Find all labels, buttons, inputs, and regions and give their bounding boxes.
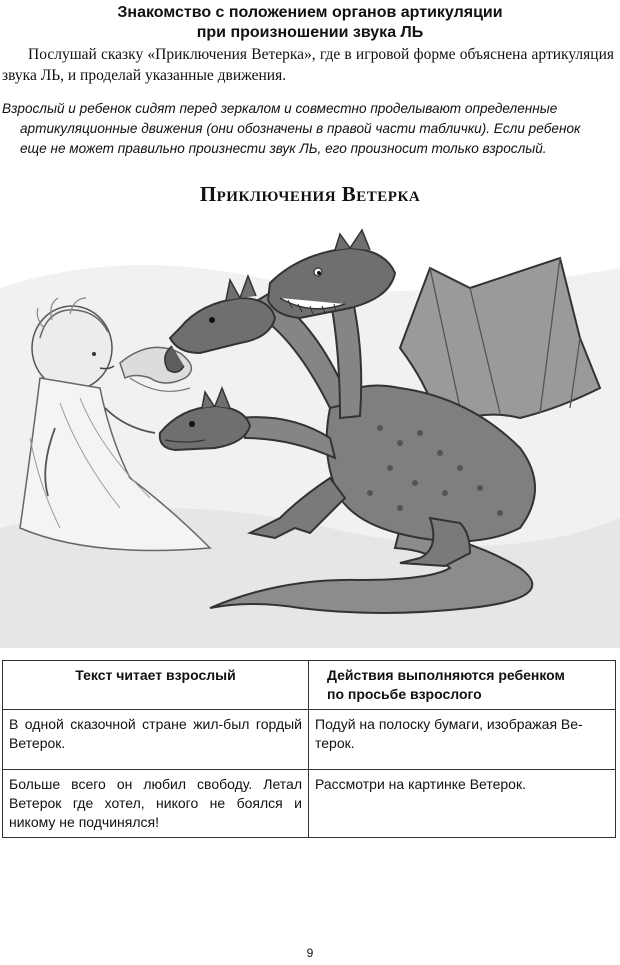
instruction-line-1: Взрослый и ребенок сидят перед зеркалом и совместно проделывают определенные: [2, 101, 558, 116]
instruction-paragraph: [2, 99, 614, 159]
story-title: Приключения Ветерка: [199, 182, 421, 206]
instruction-line-2: артикуляционные движения (они обозначены в правой части таблички). Если ребенок: [20, 121, 581, 136]
header-cell-adult-text: Текст читает взрослый: [3, 661, 309, 710]
header-right-line2: по просьбе взрослого: [327, 686, 482, 702]
intro-paragraph: Послушай сказку «Приключения Ветерка», где в игровой форме объяснена артикуляция звука ЛЬ, и проделай указанные движения.: [2, 46, 614, 84]
section-heading-line1: Знакомство с положением органов артикуляции: [117, 4, 503, 21]
instruction-line-3: еще не может правильно произнести звук ЛЬ, его произносит только взрослый.: [20, 141, 547, 156]
story-table: [2, 660, 616, 838]
story-text-cell: Больше всего он любил свободу. Летал Ветерок где хотел, никого не боялся и никому не подчинялся!: [3, 770, 309, 838]
story-text-cell: В одной сказочной стране жил-был гордый Ветерок.: [3, 710, 309, 770]
page-number: 9: [306, 946, 314, 960]
header-right-line1: Действия выполняются ребенком: [327, 667, 565, 683]
header-cell-child-actions: [309, 661, 616, 710]
table-header-row: [3, 661, 616, 710]
dragon-and-wind-illustration: [0, 228, 620, 648]
action-cell: Подуй на полоску бумаги, изображая Ве-терок.: [309, 710, 616, 770]
table-row: [3, 770, 616, 838]
section-heading-line2: при произношении звука ЛЬ: [196, 24, 424, 41]
table-row: [3, 710, 616, 770]
action-cell: Рассмотри на картинке Ветерок.: [309, 770, 616, 838]
